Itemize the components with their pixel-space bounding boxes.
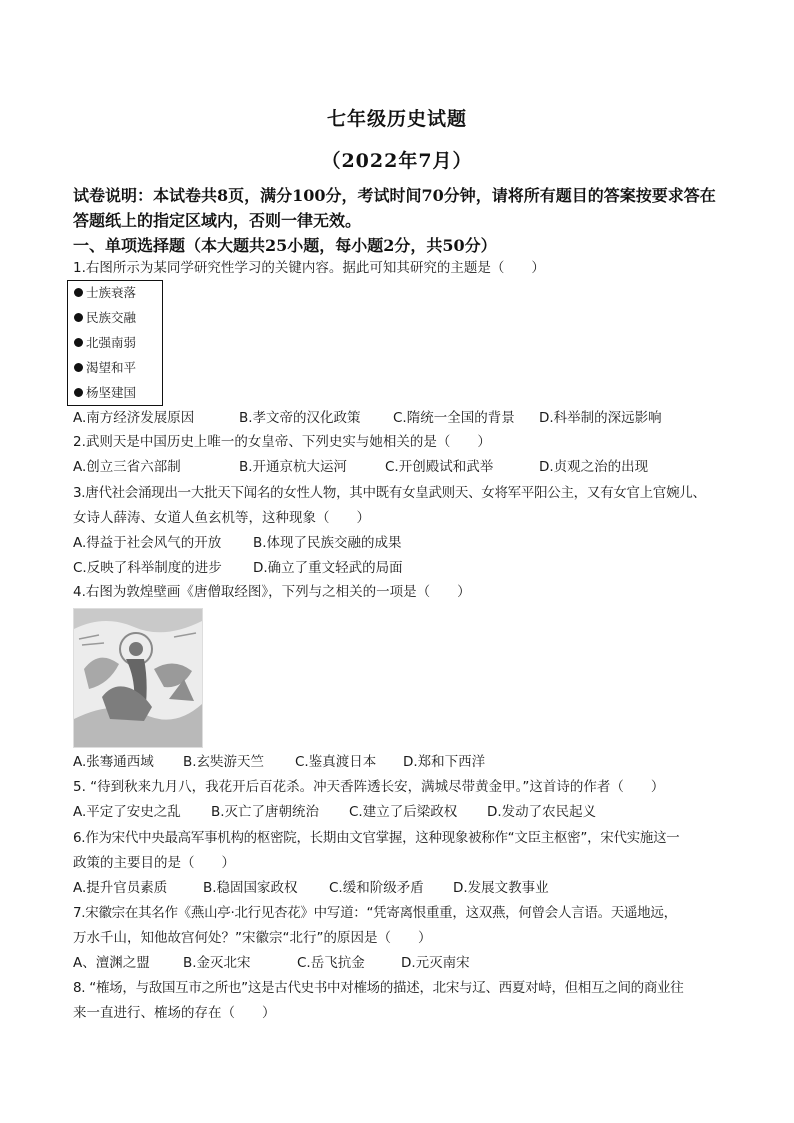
q2-option-a[interactable]: A.创立三省六部制 (73, 459, 181, 475)
question-4-stem: 4.右图为敦煌壁画《唐僧取经图》，下列与之相关的一项是（ ） (73, 584, 471, 600)
question-1-stem: 1.右图所示为某同学研究性学习的关键内容。据此可知其研究的主题是（ ） (73, 260, 545, 276)
question-8-stem-line1: 8. “榷场，与敌国互市之所也”这是古代史书中对榷场的描述，北宋与辽、西夏对峙，但相互之间的商业往 (73, 980, 684, 996)
exam-title: 七年级历史试题 (326, 108, 467, 130)
bullet-icon (74, 388, 83, 397)
question-2-options (73, 455, 733, 480)
question-7-options (73, 951, 733, 976)
question-4-options (73, 750, 733, 775)
q3-option-c[interactable]: C.反映了科举制度的进步 (73, 560, 222, 576)
q2-option-c[interactable]: C.开创殿试和武举 (385, 459, 494, 475)
q1-box-item: 渴望和平 (74, 358, 136, 376)
q3-option-b[interactable]: B.体现了民族交融的成果 (253, 535, 402, 551)
mural-illustration (74, 609, 202, 747)
q6-option-b[interactable]: B.稳固国家政权 (203, 880, 298, 896)
bullet-icon (74, 313, 83, 322)
question-3-options-row1 (73, 531, 733, 556)
question-5-options (73, 800, 733, 825)
q4-option-c[interactable]: C.鉴真渡日本 (295, 754, 377, 770)
q1-option-b[interactable]: B.孝文帝的汉化政策 (239, 410, 361, 426)
q7-option-a[interactable]: A、澶渊之盟 (73, 955, 150, 971)
q5-option-b[interactable]: B.灭亡了唐朝统治 (211, 804, 320, 820)
q1-keyword-box (67, 280, 163, 406)
q5-option-a[interactable]: A.平定了安史之乱 (73, 804, 181, 820)
q6-option-c[interactable]: C.缓和阶级矛盾 (329, 880, 424, 896)
q1-option-a[interactable]: A.南方经济发展原因 (73, 410, 195, 426)
q1-box-item: 士族衰落 (74, 283, 136, 301)
q2-option-d[interactable]: D.贞观之治的出现 (539, 459, 649, 475)
bullet-icon (74, 363, 83, 372)
q3-option-a[interactable]: A.得益于社会风气的开放 (73, 535, 222, 551)
q4-option-a[interactable]: A.张骞通西域 (73, 754, 154, 770)
exam-date: （2022年7月） (321, 150, 473, 172)
q1-box-item: 民族交融 (74, 308, 136, 326)
question-7-stem-line1: 7.宋徽宗在其名作《燕山亭·北行见杏花》中写道：“凭寄离恨重重，这双燕，何曾会人言语。天遥地远， (73, 905, 677, 921)
bullet-icon (74, 288, 83, 297)
question-3-stem-line1: 3.唐代社会涌现出一大批天下闻名的女性人物，其中既有女皇武则天、女将军平阳公主，又有女官上官婉儿、 (73, 485, 706, 501)
q7-option-d[interactable]: D.元灭南宋 (401, 955, 470, 971)
q5-option-c[interactable]: C.建立了后梁政权 (349, 804, 458, 820)
question-1-options (73, 406, 733, 431)
q4-mural-image (73, 608, 203, 748)
question-6-options (73, 876, 733, 901)
q6-option-d[interactable]: D.发展文教事业 (453, 880, 549, 896)
question-6-stem-line2: 政策的主要目的是（ ） (73, 855, 235, 871)
question-6-stem-line1: 6.作为宋代中央最高军事机构的枢密院，长期由文官掌握，这种现象被称作“文臣主枢密”，宋代实施这一 (73, 830, 680, 846)
question-5-stem: 5. “待到秋来九月八，我花开后百花杀。冲天香阵透长安，满城尽带黄金甲。”这首诗的作者（ ） (73, 779, 665, 795)
q1-option-c[interactable]: C.隋统一全国的背景 (393, 410, 515, 426)
q6-option-a[interactable]: A.提升官员素质 (73, 880, 168, 896)
q1-option-d[interactable]: D.科举制的深远影响 (539, 410, 662, 426)
q1-box-item: 北强南弱 (74, 333, 136, 351)
q7-option-c[interactable]: C.岳飞抗金 (297, 955, 365, 971)
exam-notice: 试卷说明：本试卷共8页，满分100分，考试时间70分钟，请将所有题目的答案按要求答在答题纸上的指定区域内，否则一律无效。 (73, 186, 716, 230)
question-2-stem: 2.武则天是中国历史上唯一的女皇帝、下列史实与她相关的是（ ） (73, 434, 491, 450)
section-heading: 一、单项选择题（本大题共25小题，每小题2分，共50分） (73, 236, 497, 255)
question-7-stem-line2: 万水千山，知他故宫何处？”宋徽宗“北行”的原因是（ ） (73, 930, 432, 946)
q1-box-item: 杨坚建国 (74, 383, 136, 401)
q7-option-b[interactable]: B.金灭北宋 (183, 955, 251, 971)
q4-option-b[interactable]: B.玄奘游天竺 (183, 754, 265, 770)
q2-option-b[interactable]: B.开通京杭大运河 (239, 459, 348, 475)
q4-option-d[interactable]: D.郑和下西洋 (403, 754, 486, 770)
question-3-stem-line2: 女诗人薛涛、女道人鱼玄机等，这种现象（ ） (73, 510, 370, 526)
q3-option-d[interactable]: D.确立了重文轻武的局面 (253, 560, 403, 576)
bullet-icon (74, 338, 83, 347)
question-8-stem-line2: 来一直进行、榷场的存在（ ） (73, 1005, 276, 1021)
q5-option-d[interactable]: D.发动了农民起义 (487, 804, 597, 820)
question-3-options-row2 (73, 556, 733, 581)
